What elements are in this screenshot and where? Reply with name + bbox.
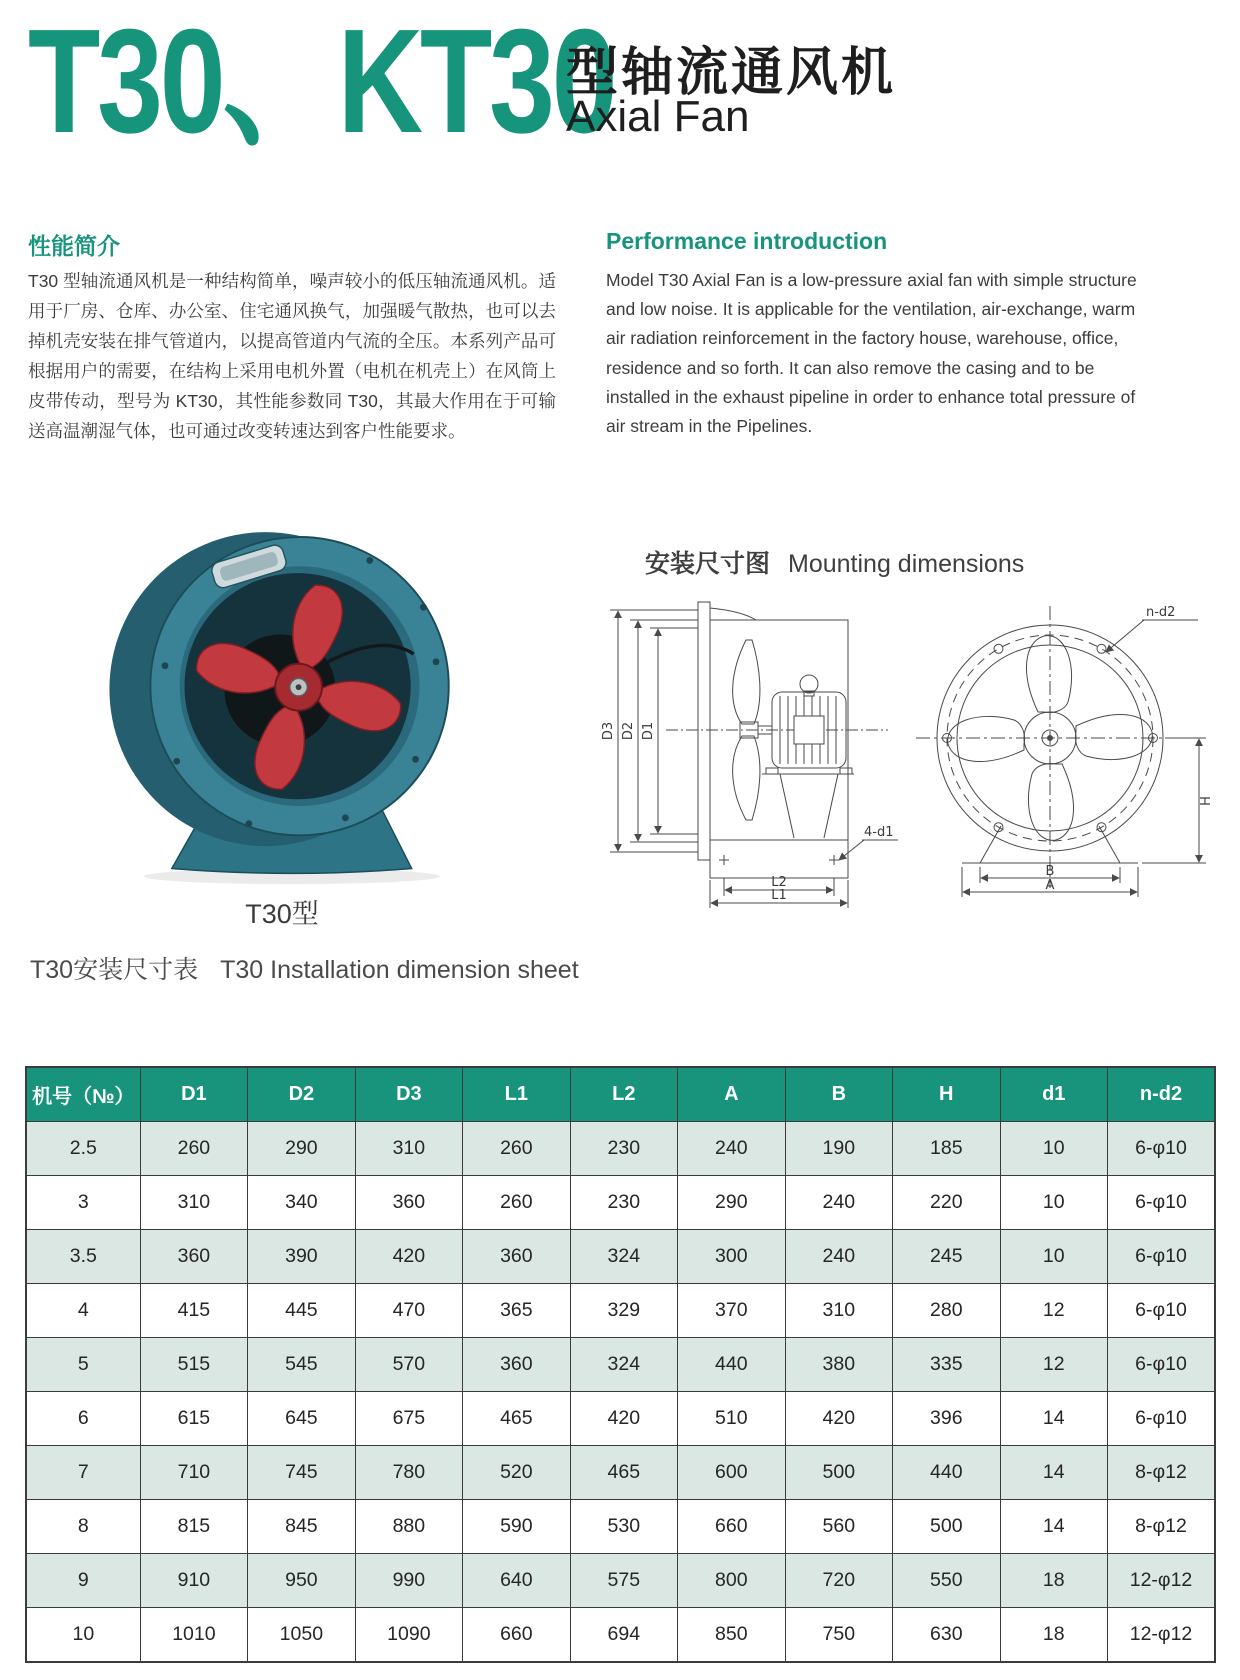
table-row: [26, 1392, 1215, 1446]
table-cell: 800: [678, 1554, 785, 1608]
table-cell: 465: [463, 1392, 570, 1446]
front-view-drawing: [898, 586, 1228, 901]
table-cell: 324: [570, 1338, 677, 1392]
table-cell: 240: [678, 1122, 785, 1176]
dim-label-l1: L1: [771, 888, 787, 903]
page-title-zh: 型轴流通风机: [566, 44, 897, 102]
table-cell: 8: [26, 1500, 140, 1554]
table-title: [30, 950, 579, 986]
table-cell: 12-φ12: [1108, 1608, 1216, 1663]
dim-label-b: B: [1045, 864, 1055, 879]
table-cell: 950: [248, 1554, 355, 1608]
table-cell: 630: [893, 1608, 1000, 1663]
table-row: [26, 1176, 1215, 1230]
column-header: D2: [248, 1067, 355, 1122]
table-cell: 445: [248, 1284, 355, 1338]
table-row: [26, 1284, 1215, 1338]
table-cell: 190: [785, 1122, 892, 1176]
table-cell: 340: [248, 1176, 355, 1230]
table-cell: 1090: [355, 1608, 462, 1663]
table-cell: 290: [678, 1176, 785, 1230]
table-cell: 694: [570, 1608, 677, 1663]
table-cell: 560: [785, 1500, 892, 1554]
table-cell: 240: [785, 1176, 892, 1230]
table-cell: 660: [463, 1608, 570, 1663]
mounting-heading-zh: 安装尺寸图: [645, 550, 771, 578]
table-cell: 515: [140, 1338, 247, 1392]
table-cell: 12: [1000, 1284, 1107, 1338]
table-cell: 10: [26, 1608, 140, 1663]
table-cell: 6-φ10: [1108, 1176, 1216, 1230]
dim-label-nd2: n-d2: [1146, 605, 1176, 620]
dimension-table-body: [26, 1122, 1215, 1663]
table-cell: 575: [570, 1554, 677, 1608]
table-cell: 420: [355, 1230, 462, 1284]
dim-label-l2: L2: [771, 875, 787, 890]
table-cell: 420: [785, 1392, 892, 1446]
table-cell: 310: [140, 1176, 247, 1230]
table-cell: 615: [140, 1392, 247, 1446]
table-cell: 8-φ12: [1108, 1446, 1216, 1500]
table-cell: 1010: [140, 1608, 247, 1663]
table-cell: 6-φ10: [1108, 1230, 1216, 1284]
table-cell: 360: [355, 1176, 462, 1230]
performance-body-en: Model T30 Axial Fan is a low-pressure axial fan with simple structure and low noise. It is applicable for the ventilation, air-exchange, warm air radiation reinforcement in the factory house, warehouse, office, residence and so forth. It can also remove the casing and to be installed in the exhaust pipeline in order to enhance total pressure of air stream in the Pipelines.: [606, 270, 1137, 437]
table-cell: 360: [463, 1230, 570, 1284]
table-cell: 230: [570, 1176, 677, 1230]
dim-label-4d1: 4-d1: [864, 825, 894, 840]
table-cell: 590: [463, 1500, 570, 1554]
table-cell: 3: [26, 1176, 140, 1230]
table-cell: 720: [785, 1554, 892, 1608]
table-cell: 7: [26, 1446, 140, 1500]
product-photo-caption: T30型: [245, 899, 319, 929]
table-cell: 380: [785, 1338, 892, 1392]
column-header: A: [678, 1067, 785, 1122]
table-cell: 18: [1000, 1608, 1107, 1663]
dim-label-a: A: [1045, 878, 1055, 893]
table-cell: 290: [248, 1122, 355, 1176]
table-cell: 710: [140, 1446, 247, 1500]
table-cell: 845: [248, 1500, 355, 1554]
table-row: [26, 1500, 1215, 1554]
column-header: d1: [1000, 1067, 1107, 1122]
table-cell: 360: [140, 1230, 247, 1284]
table-cell: 360: [463, 1338, 570, 1392]
table-cell: 14: [1000, 1392, 1107, 1446]
table-cell: 335: [893, 1338, 1000, 1392]
table-row: [26, 1554, 1215, 1608]
table-cell: 465: [570, 1446, 677, 1500]
mounting-heading: [645, 544, 1024, 580]
column-header: n-d2: [1108, 1067, 1216, 1122]
table-cell: 396: [893, 1392, 1000, 1446]
table-cell: 600: [678, 1446, 785, 1500]
dim-label-d2: D2: [621, 721, 636, 741]
table-cell: 14: [1000, 1446, 1107, 1500]
table-cell: 780: [355, 1446, 462, 1500]
dimension-table-head-row: [26, 1067, 1215, 1122]
table-cell: 745: [248, 1446, 355, 1500]
mounting-heading-en: Mounting dimensions: [788, 550, 1025, 578]
dimension-table: [25, 1066, 1216, 1663]
table-cell: 240: [785, 1230, 892, 1284]
table-row: [26, 1608, 1215, 1663]
column-header: 机号（№）: [26, 1067, 140, 1122]
column-header: D3: [355, 1067, 462, 1122]
table-cell: 10: [1000, 1176, 1107, 1230]
table-cell: 660: [678, 1500, 785, 1554]
table-cell: 415: [140, 1284, 247, 1338]
column-header: H: [893, 1067, 1000, 1122]
table-cell: 510: [678, 1392, 785, 1446]
table-cell: 245: [893, 1230, 1000, 1284]
page-title-model: T30、KT30: [28, 0, 615, 164]
table-cell: 420: [570, 1392, 677, 1446]
table-cell: 185: [893, 1122, 1000, 1176]
table-cell: 220: [893, 1176, 1000, 1230]
table-cell: 310: [785, 1284, 892, 1338]
table-cell: 9: [26, 1554, 140, 1608]
table-row: [26, 1230, 1215, 1284]
table-cell: 260: [463, 1176, 570, 1230]
table-cell: 14: [1000, 1500, 1107, 1554]
performance-heading-en: Performance introduction: [606, 228, 888, 254]
table-cell: 230: [570, 1122, 677, 1176]
table-cell: 500: [785, 1446, 892, 1500]
table-cell: 2.5: [26, 1122, 140, 1176]
table-cell: 545: [248, 1338, 355, 1392]
table-cell: 850: [678, 1608, 785, 1663]
table-cell: 1050: [248, 1608, 355, 1663]
table-cell: 8-φ12: [1108, 1500, 1216, 1554]
table-cell: 12: [1000, 1338, 1107, 1392]
table-cell: 300: [678, 1230, 785, 1284]
table-cell: 6-φ10: [1108, 1284, 1216, 1338]
table-row: [26, 1122, 1215, 1176]
table-cell: 6-φ10: [1108, 1338, 1216, 1392]
table-cell: 550: [893, 1554, 1000, 1608]
page-title-en: Axial Fan: [566, 92, 750, 141]
table-row: [26, 1446, 1215, 1500]
column-header: L1: [463, 1067, 570, 1122]
table-cell: 815: [140, 1500, 247, 1554]
table-cell: 324: [570, 1230, 677, 1284]
table-cell: 470: [355, 1284, 462, 1338]
table-row: [26, 1338, 1215, 1392]
column-header: L2: [570, 1067, 677, 1122]
table-cell: 10: [1000, 1230, 1107, 1284]
dim-label-d1: D1: [641, 721, 656, 741]
table-cell: 500: [893, 1500, 1000, 1554]
table-cell: 440: [678, 1338, 785, 1392]
table-cell: 310: [355, 1122, 462, 1176]
table-title-en: T30 Installation dimension sheet: [220, 956, 579, 984]
table-cell: 440: [893, 1446, 1000, 1500]
table-cell: 3.5: [26, 1230, 140, 1284]
table-cell: 12-φ12: [1108, 1554, 1216, 1608]
performance-body-zh: T30 型轴流通风机是一种结构简单，噪声较小的低压轴流通风机。适用于厂房、仓库、办公室、住宅通风换气，加强暖气散热，也可以去掉机壳安装在排气管道内，以提高管道内气流的全压。本系列产品可根据用户的需要，在结构上采用电机外置（电机在机壳上）在风筒上皮带传动，型号为 KT30，其性能参数同 T30，其最大作用在于可输送高温潮湿气体，也可通过改变转速达到客户性能要求。: [28, 271, 556, 442]
table-cell: 6-φ10: [1108, 1122, 1216, 1176]
table-cell: 390: [248, 1230, 355, 1284]
table-cell: 365: [463, 1284, 570, 1338]
table-cell: 530: [570, 1500, 677, 1554]
dim-label-h: H: [1199, 796, 1214, 806]
table-cell: 18: [1000, 1554, 1107, 1608]
table-cell: 640: [463, 1554, 570, 1608]
table-cell: 675: [355, 1392, 462, 1446]
performance-heading-zh: 性能简介: [28, 233, 120, 259]
table-cell: 570: [355, 1338, 462, 1392]
table-cell: 6: [26, 1392, 140, 1446]
table-cell: 280: [893, 1284, 1000, 1338]
table-cell: 370: [678, 1284, 785, 1338]
table-cell: 260: [140, 1122, 247, 1176]
table-cell: 329: [570, 1284, 677, 1338]
table-cell: 750: [785, 1608, 892, 1663]
column-header: B: [785, 1067, 892, 1122]
table-cell: 910: [140, 1554, 247, 1608]
table-cell: 645: [248, 1392, 355, 1446]
table-cell: 4: [26, 1284, 140, 1338]
side-view-drawing: [596, 588, 916, 910]
table-cell: 880: [355, 1500, 462, 1554]
table-cell: 520: [463, 1446, 570, 1500]
column-header: D1: [140, 1067, 247, 1122]
hub-bolt-center: [296, 684, 302, 690]
dim-label-d3: D3: [601, 721, 616, 741]
product-photo-fan: [72, 498, 492, 888]
table-cell: 6-φ10: [1108, 1392, 1216, 1446]
table-cell: 990: [355, 1554, 462, 1608]
table-cell: 260: [463, 1122, 570, 1176]
table-title-zh: T30安装尺寸表: [30, 956, 199, 984]
table-cell: 5: [26, 1338, 140, 1392]
table-cell: 10: [1000, 1122, 1107, 1176]
